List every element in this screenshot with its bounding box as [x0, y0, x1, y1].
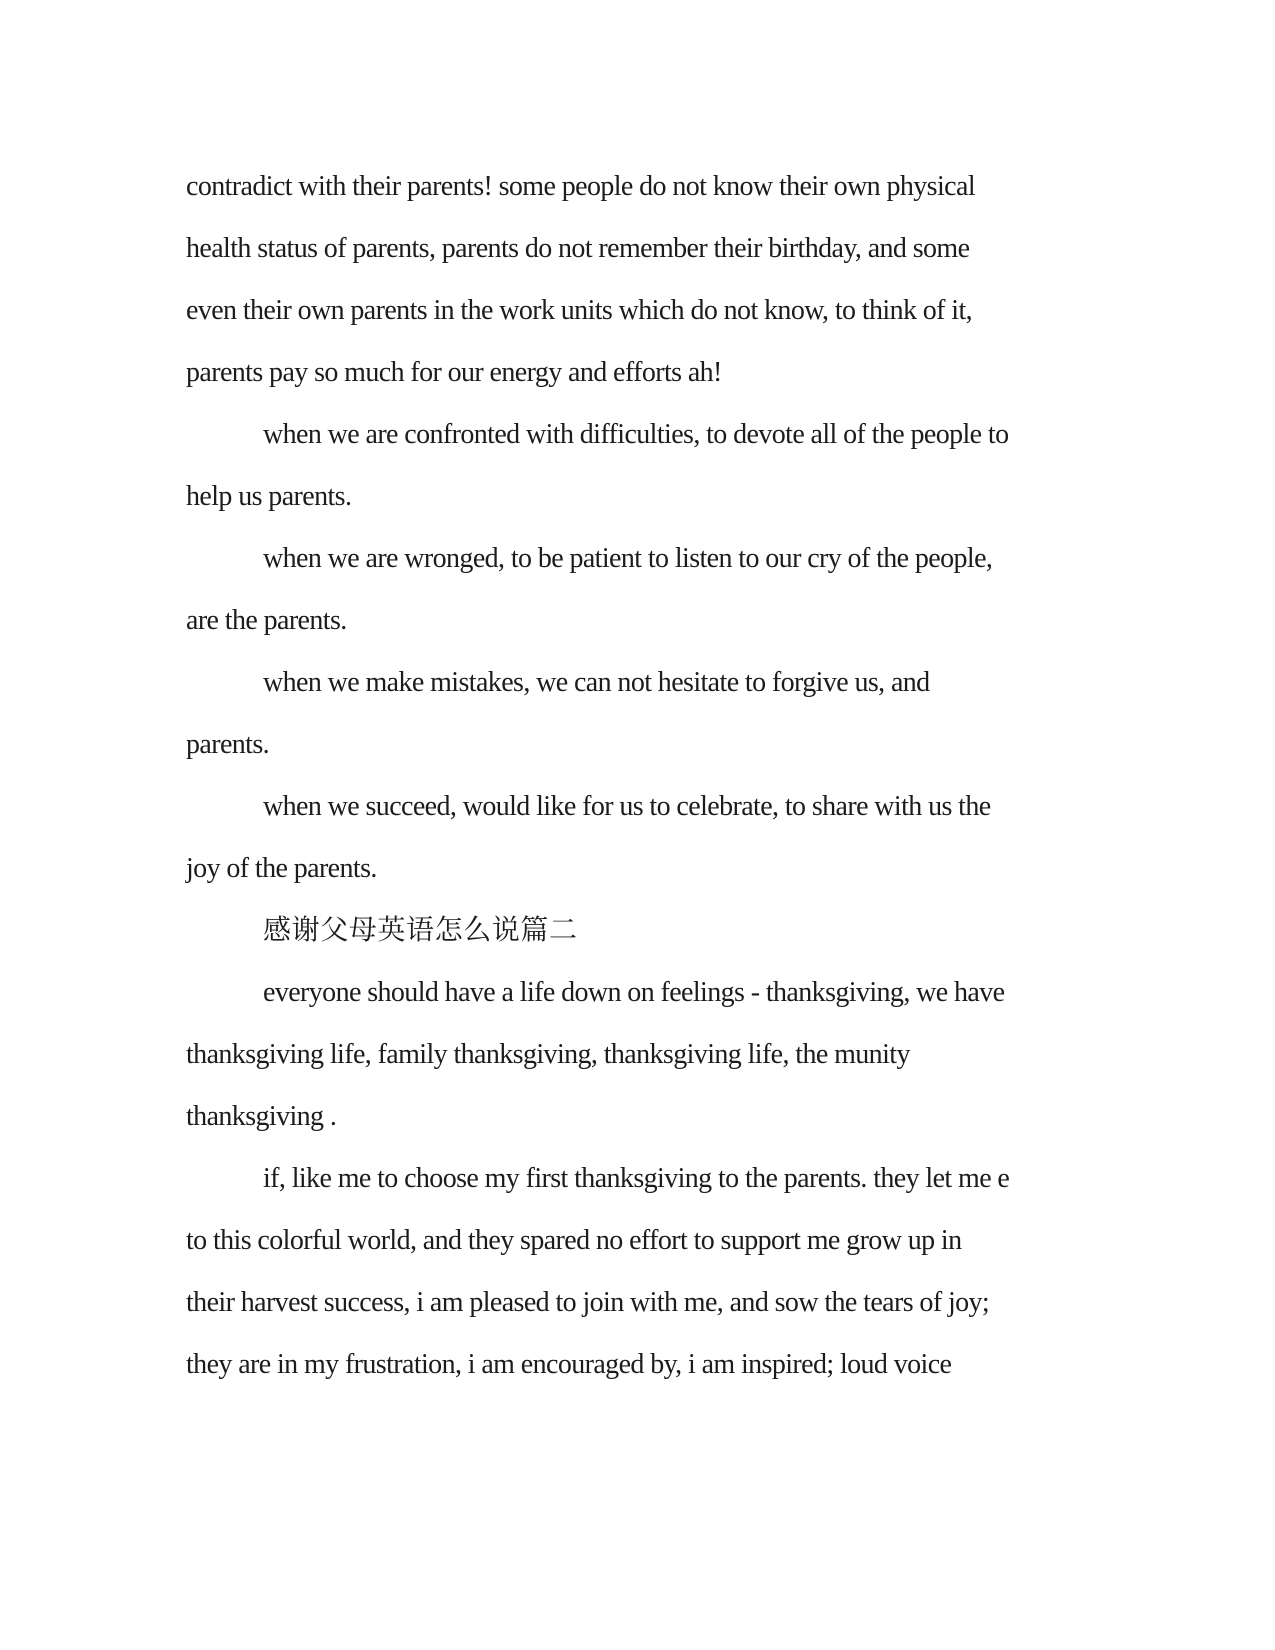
- text-line: help us parents.: [186, 481, 352, 512]
- text-line: joy of the parents.: [186, 853, 377, 884]
- paragraph: [186, 652, 1046, 776]
- paragraph: [186, 962, 1046, 1148]
- text-line: health status of parents, parents do not remember their birthday, and some: [186, 233, 970, 264]
- text-line: to this colorful world, and they spared no effort to support me grow up in: [186, 1225, 962, 1256]
- text-line: parents.: [186, 729, 270, 760]
- text-line: thanksgiving .: [186, 1101, 337, 1132]
- text-line: when we succeed, would like for us to celebrate, to share with us the: [263, 791, 991, 822]
- document-body: [186, 156, 1046, 1396]
- text-line: contradict with their parents! some people do not know their own physical: [186, 171, 975, 202]
- section-heading-paragraph: [186, 900, 1046, 962]
- paragraph: [186, 776, 1046, 900]
- paragraph: [186, 156, 1046, 404]
- text-line: when we make mistakes, we can not hesitate to forgive us, and: [263, 667, 930, 698]
- paragraph: [186, 528, 1046, 652]
- text-line: everyone should have a life down on feelings - thanksgiving, we have: [263, 977, 1005, 1008]
- paragraph: [186, 1148, 1046, 1396]
- section-heading-chinese: 感谢父母英语怎么说篇二: [263, 915, 578, 946]
- text-line: their harvest success, i am pleased to join with me, and sow the tears of joy;: [186, 1287, 990, 1318]
- text-line: they are in my frustration, i am encouraged by, i am inspired; loud voice: [186, 1349, 952, 1380]
- text-line: even their own parents in the work units which do not know, to think of it,: [186, 295, 973, 326]
- text-line: when we are wronged, to be patient to listen to our cry of the people,: [263, 543, 993, 574]
- text-line: if, like me to choose my first thanksgiving to the parents. they let me e: [263, 1163, 1010, 1194]
- text-line: when we are confronted with difficulties, to devote all of the people to: [263, 419, 1009, 450]
- text-line: thanksgiving life, family thanksgiving, thanksgiving life, the munity: [186, 1039, 910, 1070]
- text-line: parents pay so much for our energy and efforts ah!: [186, 357, 722, 388]
- text-line: are the parents.: [186, 605, 347, 636]
- paragraph: [186, 404, 1046, 528]
